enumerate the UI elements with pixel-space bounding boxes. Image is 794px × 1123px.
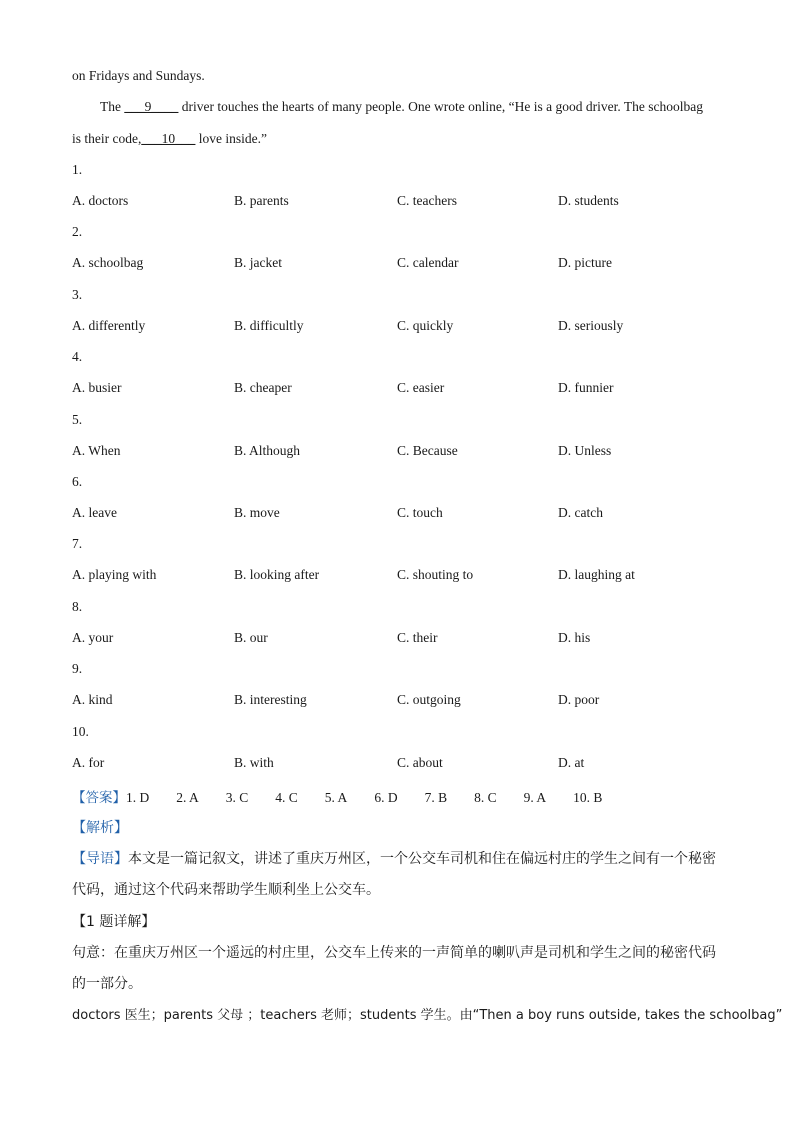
option-a: A. leave — [72, 505, 117, 520]
question-number: 5. — [72, 411, 83, 427]
option-a: A. kind — [72, 692, 113, 708]
option-d: D. students — [558, 193, 619, 208]
option-a: A. schoolbag — [72, 255, 144, 271]
option-b: B. cheaper — [234, 380, 292, 396]
passage-line-2 — [100, 99, 703, 115]
option-a: A. for — [72, 754, 105, 770]
option-c: C. about — [397, 754, 443, 770]
option-c: C. touch — [397, 505, 443, 520]
answer-item: 2. A — [176, 790, 199, 805]
guide-line-1 — [72, 848, 716, 868]
option-d: D. at — [558, 754, 585, 770]
option-a: A. playing with — [72, 567, 157, 583]
question-number: 3. — [72, 286, 83, 302]
option-d: D. picture — [558, 255, 612, 271]
passage-text: on Fridays and Sundays. — [72, 68, 205, 83]
option-d: D. seriously — [558, 317, 624, 333]
question-number: 4. — [72, 349, 83, 365]
question-number: 10. — [72, 723, 89, 739]
answer-item: 7. B — [424, 790, 448, 805]
option-d: D. poor — [558, 692, 600, 708]
question-number: 6. — [72, 474, 83, 489]
sentence-meaning-line-2: 的一部分。 — [72, 976, 142, 992]
option-b: B. move — [234, 505, 280, 520]
passage-line-3 — [72, 131, 267, 147]
question-number: 7. — [72, 536, 83, 552]
answer-items — [126, 790, 602, 805]
question-number: 9. — [72, 661, 83, 677]
guide-label: 【导语】 — [72, 851, 128, 867]
answer-item: 3. C — [225, 790, 249, 805]
guide-line-2: 代码，通过这个代码来帮助学生顺利坐上公交车。 — [72, 882, 380, 898]
option-d: D. Unless — [558, 442, 612, 458]
option-b: B. Although — [234, 442, 301, 458]
blank-10: ___10___ — [141, 131, 196, 146]
passage-text: is their code, — [72, 131, 142, 146]
option-c: C. shouting to — [397, 567, 474, 583]
option-a: A. your — [72, 629, 114, 645]
answer-item: 4. C — [275, 790, 298, 805]
option-b: B. looking after — [234, 567, 320, 583]
answer-item: 5. A — [324, 790, 348, 805]
passage-text: love inside.” — [195, 131, 267, 146]
question-number: 2. — [72, 224, 83, 240]
option-c: C. teachers — [397, 193, 457, 208]
option-b: B. with — [234, 754, 274, 770]
guide-text: 本文是一篇记叙文，讲述了重庆万州区，一个公交车司机和住在偏远村庄的学生之间有一个秘密 — [128, 851, 716, 867]
vocab-line: doctors 医生；parents 父母 ；teachers 老师；students 学生。由“Then a boy runs outside, takes the schoolbag” — [72, 1008, 783, 1023]
answer-item: 6. D — [374, 790, 398, 805]
sentence-meaning-line-1: 句意：在重庆万州区一个遥远的村庄里，公交车上传来的一声简单的喇叭声是司机和学生之间的秘密代码 — [72, 945, 716, 961]
option-b: B. our — [234, 629, 268, 645]
option-d: D. his — [558, 629, 591, 645]
option-c: C. calendar — [397, 255, 459, 271]
option-a: A. differently — [72, 317, 146, 333]
option-b: B. parents — [234, 193, 289, 208]
option-a: A. busier — [72, 380, 122, 396]
passage-text: driver touches the hearts of many people. One wrote online, “He is a good driver. The schoolbag — [178, 99, 703, 114]
question-number: 8. — [72, 598, 83, 614]
answer-item: 8. C — [474, 790, 497, 805]
blank-9: ___9____ — [124, 99, 179, 114]
option-c: C. easier — [397, 380, 445, 396]
answer-item: 1. D — [126, 790, 150, 805]
option-d: D. funnier — [558, 380, 614, 396]
option-b: B. jacket — [234, 255, 282, 271]
answer-item: 10. B — [573, 790, 603, 805]
option-b: B. difficultly — [234, 317, 304, 333]
option-a: A. doctors — [72, 193, 129, 208]
option-b: B. interesting — [234, 692, 307, 708]
answer-line — [72, 786, 602, 806]
answer-label: 【答案】 — [72, 790, 126, 806]
question-number: 1. — [72, 162, 83, 177]
passage-text: The — [100, 99, 125, 114]
option-c: C. their — [397, 629, 438, 645]
option-c: C. outgoing — [397, 692, 461, 708]
option-c: C. Because — [397, 442, 458, 458]
option-c: C. quickly — [397, 317, 454, 333]
detail-label: 【1 题详解】 — [72, 914, 156, 930]
answer-item: 9. A — [523, 790, 547, 805]
analysis-label: 【解析】 — [72, 820, 128, 836]
option-a: A. When — [72, 442, 121, 458]
passage-line-1 — [72, 68, 205, 84]
option-d: D. catch — [558, 505, 603, 520]
option-d: D. laughing at — [558, 567, 635, 583]
